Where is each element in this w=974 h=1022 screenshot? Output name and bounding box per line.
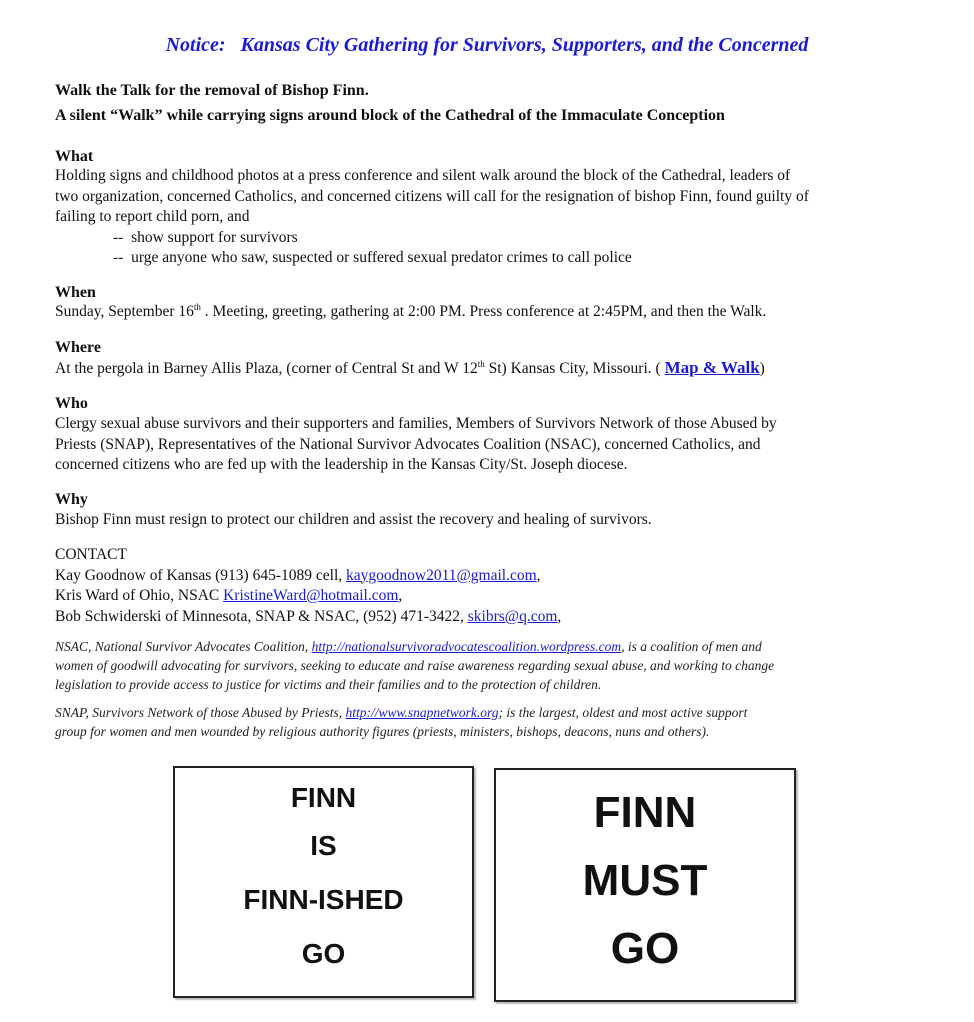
when-text — [55, 302, 935, 323]
snap-line-1 — [55, 703, 925, 722]
nsac-name: NSAC, National Survivor Advocates Coalition, — [55, 639, 312, 654]
contact-kris-text: Kris Ward of Ohio, NSAC — [55, 587, 224, 604]
when-schedule: . Meeting, greeting, gathering at 2:00 PM. Press conference at 2:45PM, and then the Walk. — [200, 303, 767, 320]
where-heading: Where — [55, 339, 101, 356]
where-city: St) Kansas City, Missouri. ( — [484, 360, 665, 377]
contact-kris-email-link[interactable]: KristineWard@hotmail.com — [223, 587, 399, 604]
what-heading: What — [55, 148, 94, 165]
snap-url-link[interactable]: http://www.snapnetwork.org — [345, 705, 499, 720]
contact-heading: CONTACT — [55, 546, 127, 563]
sign1-line-1: FINN — [290, 782, 357, 813]
contact-kay — [55, 566, 935, 587]
who-heading: Who — [55, 395, 88, 412]
who-text — [55, 414, 935, 476]
sign2-line-3: GO — [610, 924, 680, 973]
what-text — [55, 166, 935, 228]
nsac-url-link[interactable]: http://nationalsurvivoradvocatescoalition.wordpress.com — [311, 639, 622, 654]
contact-bob-text: Bob Schwiderski of Minnesota, SNAP & NSAC, (952) 471-3422, — [55, 607, 468, 625]
nsac-line-2: women of goodwill advocating for survivors, seeking to educate and raise awareness regarding sexual abuse, and working to change — [55, 658, 775, 673]
snap-description — [55, 703, 925, 741]
nsac-line-1-tail: , is a coalition of men and — [621, 639, 762, 654]
nsac-line-3: legislation to provide access to justice for victims and their families and to the protection of children. — [55, 677, 602, 692]
who-line-2: Priests (SNAP), Representatives of the National Survivor Advocates Coalition (NSAC), concerned Catholics, and — [55, 435, 761, 453]
subheading-silent-walk: A silent “Walk” while carrying signs around block of the Cathedral of the Immaculate Conception — [55, 107, 725, 124]
where-street-suffix: th — [477, 358, 485, 369]
contact-kris — [55, 586, 935, 607]
where-close-paren: ) — [759, 360, 765, 377]
bullet-urge-call-police: -- urge anyone who saw, suspected or suffered sexual predator crimes to call police — [113, 249, 632, 266]
snap-name: SNAP, Survivors Network of those Abused by Priests, — [55, 705, 346, 720]
why-heading: Why — [55, 491, 88, 508]
why-text: Bishop Finn must resign to protect our children and assist the recovery and healing of survivors. — [55, 511, 652, 528]
sign1-line-3: FINN-ISHED — [243, 884, 404, 915]
contact-kay-email-link[interactable]: kaygoodnow2011@gmail.com — [346, 566, 537, 584]
where-text — [55, 358, 935, 380]
when-date: Sunday, September 16 — [55, 303, 194, 320]
contact-kay-comma: , — [536, 566, 541, 584]
when-date-suffix: th — [193, 301, 201, 312]
notice-title: Notice: Kansas City Gathering for Survivors, Supporters, and the Concerned — [165, 34, 809, 56]
where-location: At the pergola in Barney Allis Plaza, (corner of Central St and W 12 — [55, 360, 478, 377]
sign2-line-1: FINN — [593, 788, 697, 837]
contact-bob — [55, 607, 935, 628]
contact-kay-text: Kay Goodnow of Kansas (913) 645-1089 cell, — [55, 566, 346, 584]
sign2-line-2: MUST — [582, 856, 708, 905]
snap-line-1-tail: ; is the largest, oldest and most active support — [498, 705, 748, 720]
sign-finn-must-go — [494, 768, 796, 1002]
who-line-1: Clergy sexual abuse survivors and their supporters and families, Members of Survivors Network of those Abused by — [55, 415, 777, 432]
contact-section — [55, 545, 935, 627]
sign1-line-2: IS — [310, 830, 337, 861]
nsac-description — [55, 637, 925, 694]
who-line-3: concerned citizens who are fed up with the leadership in the Kansas City/St. Joseph diocese. — [55, 456, 628, 473]
contact-bob-comma: , — [557, 607, 562, 625]
what-line-2: two organization, concerned Catholics, and concerned citizens will call for the resignation of bishop Finn, found guilty of — [55, 187, 809, 205]
nsac-line-1 — [55, 637, 925, 656]
when-heading: When — [55, 284, 96, 301]
sign-finn-is-finnished — [173, 766, 474, 998]
sign1-line-4: GO — [301, 938, 346, 969]
map-and-walk-link[interactable]: Map & Walk — [664, 358, 760, 377]
snap-line-2: group for women and men wounded by religious authority figures (priests, ministers, bishops, deacons, nuns and others). — [55, 724, 710, 739]
what-line-3: failing to report child porn, and — [55, 208, 250, 225]
contact-kris-comma: , — [398, 587, 403, 604]
contact-bob-email-link[interactable]: skibrs@q.com — [467, 607, 558, 625]
subheading-walk-the-talk: Walk the Talk for the removal of Bishop Finn. — [55, 82, 369, 99]
what-line-1: Holding signs and childhood photos at a press conference and silent walk around the block of the Cathedral, leaders of — [55, 167, 791, 184]
bullet-show-support: -- show support for survivors — [113, 229, 298, 246]
